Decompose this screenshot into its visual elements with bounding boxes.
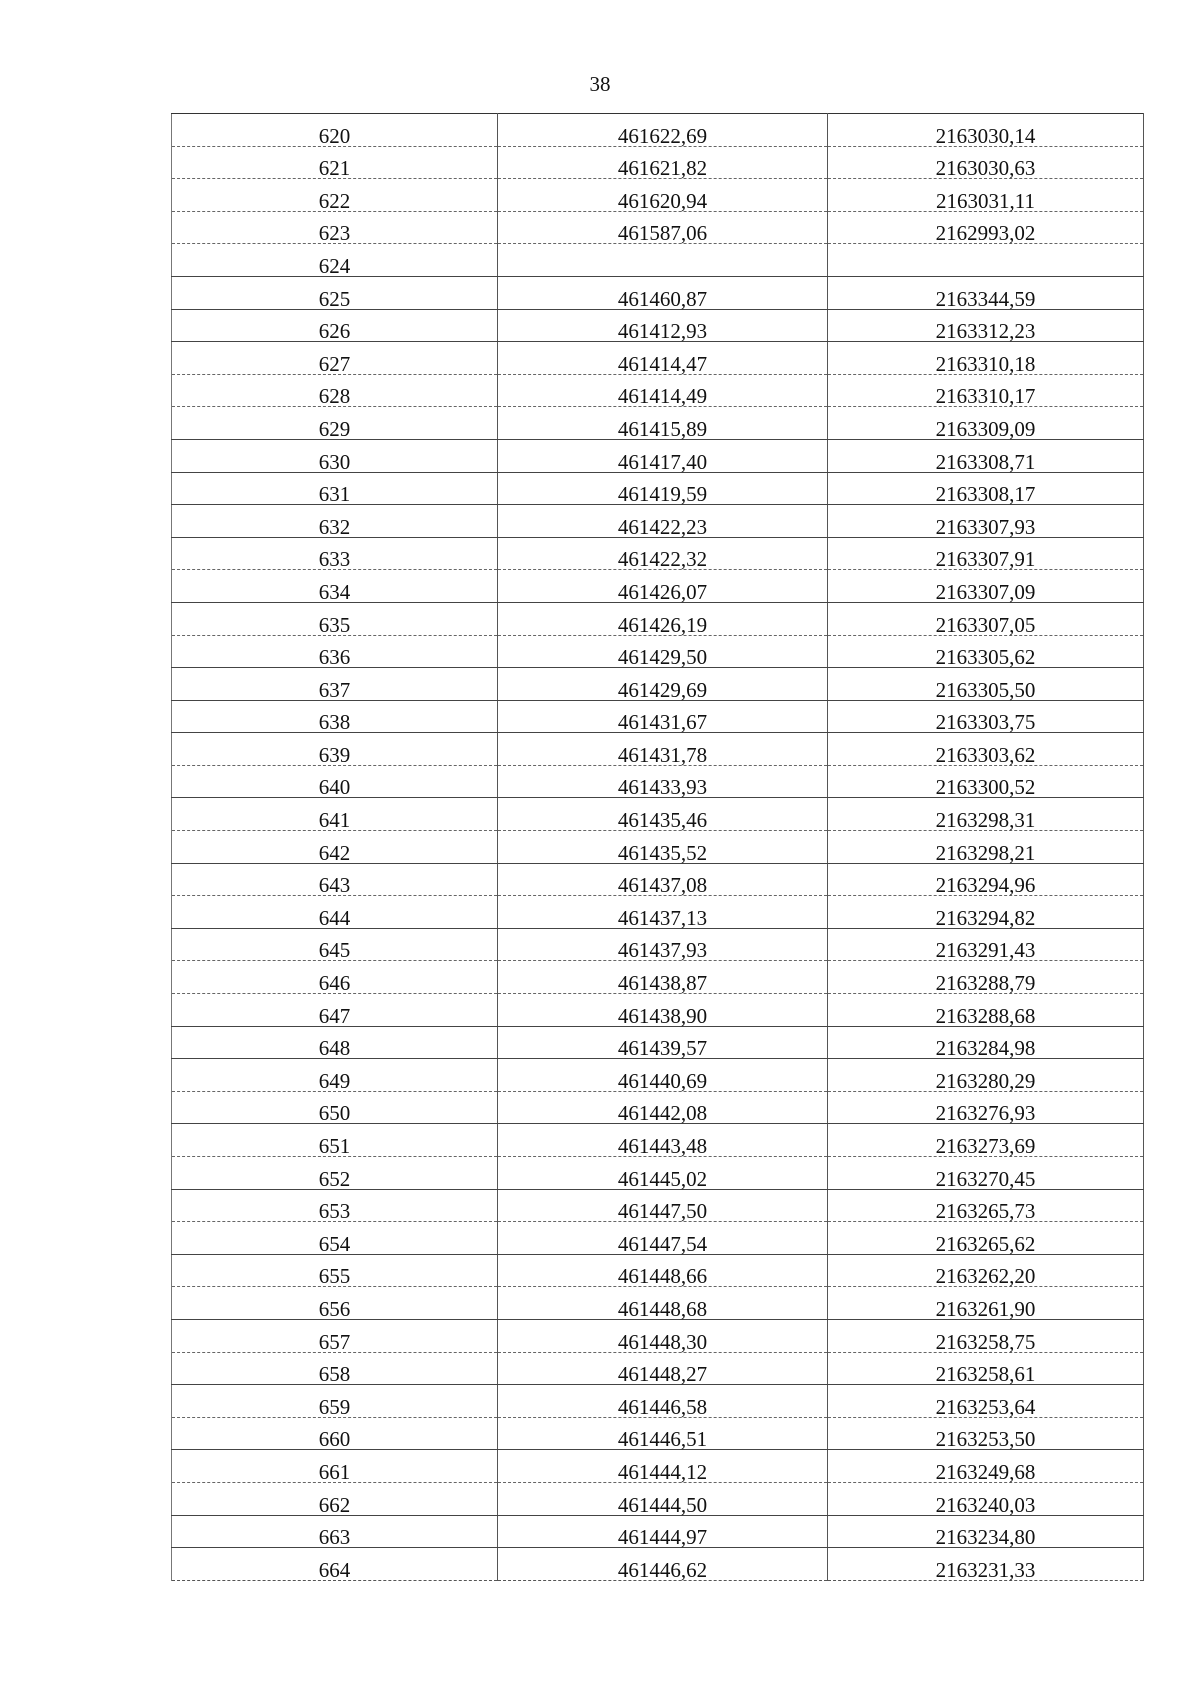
table-row — [172, 1059, 1144, 1092]
x-coordinate-cell: 461444,12 — [498, 1450, 828, 1483]
x-coordinate-cell: 461447,50 — [498, 1189, 828, 1222]
table-row — [172, 407, 1144, 440]
table-row — [172, 146, 1144, 179]
x-coordinate-cell: 461414,49 — [498, 374, 828, 407]
y-coordinate-cell: 2163312,23 — [828, 309, 1144, 342]
y-coordinate-cell: 2163307,05 — [828, 602, 1144, 635]
table-row — [172, 244, 1144, 277]
y-coordinate-cell: 2163305,62 — [828, 635, 1144, 668]
x-coordinate-cell: 461414,47 — [498, 342, 828, 375]
table-row — [172, 342, 1144, 375]
x-coordinate-cell: 461419,59 — [498, 472, 828, 505]
y-coordinate-cell: 2163258,75 — [828, 1319, 1144, 1352]
x-coordinate-cell: 461621,82 — [498, 146, 828, 179]
table-row — [172, 1026, 1144, 1059]
x-coordinate-cell: 461439,57 — [498, 1026, 828, 1059]
y-coordinate-cell: 2163294,96 — [828, 863, 1144, 896]
y-coordinate-cell: 2163308,17 — [828, 472, 1144, 505]
table-row — [172, 700, 1144, 733]
point-number-cell: 656 — [172, 1287, 498, 1320]
y-coordinate-cell: 2163253,50 — [828, 1417, 1144, 1450]
x-coordinate-cell: 461437,08 — [498, 863, 828, 896]
point-number-cell: 623 — [172, 211, 498, 244]
table-row — [172, 765, 1144, 798]
point-number-cell: 636 — [172, 635, 498, 668]
table-row — [172, 961, 1144, 994]
y-coordinate-cell: 2163276,93 — [828, 1091, 1144, 1124]
x-coordinate-cell: 461438,90 — [498, 994, 828, 1027]
point-number-cell: 649 — [172, 1059, 498, 1092]
table-row — [172, 1222, 1144, 1255]
x-coordinate-cell: 461444,97 — [498, 1515, 828, 1548]
x-coordinate-cell: 461448,30 — [498, 1319, 828, 1352]
point-number-cell: 655 — [172, 1254, 498, 1287]
x-coordinate-cell: 461435,52 — [498, 831, 828, 864]
y-coordinate-cell: 2163030,14 — [828, 114, 1144, 147]
y-coordinate-cell: 2163284,98 — [828, 1026, 1144, 1059]
point-number-cell: 644 — [172, 896, 498, 929]
table-row — [172, 439, 1144, 472]
table-row — [172, 1189, 1144, 1222]
x-coordinate-cell: 461587,06 — [498, 211, 828, 244]
y-coordinate-cell: 2163270,45 — [828, 1157, 1144, 1190]
y-coordinate-cell: 2163249,68 — [828, 1450, 1144, 1483]
point-number-cell: 664 — [172, 1548, 498, 1581]
x-coordinate-cell: 461443,48 — [498, 1124, 828, 1157]
table-row — [172, 1515, 1144, 1548]
x-coordinate-cell: 461446,62 — [498, 1548, 828, 1581]
point-number-cell: 646 — [172, 961, 498, 994]
y-coordinate-cell: 2163265,62 — [828, 1222, 1144, 1255]
point-number-cell: 663 — [172, 1515, 498, 1548]
point-number-cell: 640 — [172, 765, 498, 798]
y-coordinate-cell: 2163231,33 — [828, 1548, 1144, 1581]
table-row — [172, 1385, 1144, 1418]
table-row — [172, 831, 1144, 864]
x-coordinate-cell: 461437,13 — [498, 896, 828, 929]
point-number-cell: 631 — [172, 472, 498, 505]
x-coordinate-cell: 461447,54 — [498, 1222, 828, 1255]
x-coordinate-cell: 461438,87 — [498, 961, 828, 994]
table-row — [172, 1254, 1144, 1287]
y-coordinate-cell: 2163344,59 — [828, 276, 1144, 309]
point-number-cell: 641 — [172, 798, 498, 831]
table-row — [172, 668, 1144, 701]
point-number-cell: 626 — [172, 309, 498, 342]
table-row — [172, 1548, 1144, 1581]
y-coordinate-cell: 2163300,52 — [828, 765, 1144, 798]
table-row — [172, 374, 1144, 407]
y-coordinate-cell — [828, 244, 1144, 277]
x-coordinate-cell: 461446,58 — [498, 1385, 828, 1418]
table-row — [172, 537, 1144, 570]
point-number-cell: 639 — [172, 733, 498, 766]
x-coordinate-cell: 461431,67 — [498, 700, 828, 733]
point-number-cell: 651 — [172, 1124, 498, 1157]
table-row — [172, 1124, 1144, 1157]
point-number-cell: 638 — [172, 700, 498, 733]
point-number-cell: 659 — [172, 1385, 498, 1418]
point-number-cell: 622 — [172, 179, 498, 212]
x-coordinate-cell: 461448,27 — [498, 1352, 828, 1385]
y-coordinate-cell: 2163309,09 — [828, 407, 1144, 440]
table-row — [172, 1091, 1144, 1124]
table-row — [172, 276, 1144, 309]
x-coordinate-cell: 461444,50 — [498, 1482, 828, 1515]
point-number-cell: 627 — [172, 342, 498, 375]
x-coordinate-cell: 461422,23 — [498, 505, 828, 538]
point-number-cell: 647 — [172, 994, 498, 1027]
x-coordinate-cell: 461422,32 — [498, 537, 828, 570]
point-number-cell: 621 — [172, 146, 498, 179]
point-number-cell: 660 — [172, 1417, 498, 1450]
point-number-cell: 624 — [172, 244, 498, 277]
point-number-cell: 661 — [172, 1450, 498, 1483]
point-number-cell: 654 — [172, 1222, 498, 1255]
table-row — [172, 570, 1144, 603]
y-coordinate-cell: 2163273,69 — [828, 1124, 1144, 1157]
x-coordinate-cell: 461448,68 — [498, 1287, 828, 1320]
y-coordinate-cell: 2163262,20 — [828, 1254, 1144, 1287]
x-coordinate-cell: 461417,40 — [498, 439, 828, 472]
point-number-cell: 634 — [172, 570, 498, 603]
point-number-cell: 635 — [172, 602, 498, 635]
table-row — [172, 1417, 1144, 1450]
x-coordinate-cell: 461433,93 — [498, 765, 828, 798]
table-row — [172, 1352, 1144, 1385]
y-coordinate-cell: 2163240,03 — [828, 1482, 1144, 1515]
y-coordinate-cell: 2163253,64 — [828, 1385, 1144, 1418]
x-coordinate-cell: 461448,66 — [498, 1254, 828, 1287]
point-number-cell: 653 — [172, 1189, 498, 1222]
table-row — [172, 114, 1144, 147]
x-coordinate-cell: 461460,87 — [498, 276, 828, 309]
coordinates-table — [171, 113, 1144, 1581]
point-number-cell: 625 — [172, 276, 498, 309]
x-coordinate-cell: 461429,69 — [498, 668, 828, 701]
point-number-cell: 645 — [172, 928, 498, 961]
y-coordinate-cell: 2163305,50 — [828, 668, 1144, 701]
y-coordinate-cell: 2163280,29 — [828, 1059, 1144, 1092]
point-number-cell: 630 — [172, 439, 498, 472]
y-coordinate-cell: 2163298,31 — [828, 798, 1144, 831]
y-coordinate-cell: 2163291,43 — [828, 928, 1144, 961]
x-coordinate-cell: 461445,02 — [498, 1157, 828, 1190]
point-number-cell: 620 — [172, 114, 498, 147]
table-row — [172, 1287, 1144, 1320]
table-row — [172, 635, 1144, 668]
table-row — [172, 1319, 1144, 1352]
point-number-cell: 633 — [172, 537, 498, 570]
page-number: 38 — [589, 72, 611, 96]
y-coordinate-cell: 2163308,71 — [828, 439, 1144, 472]
y-coordinate-cell: 2163310,18 — [828, 342, 1144, 375]
point-number-cell: 648 — [172, 1026, 498, 1059]
y-coordinate-cell: 2163310,17 — [828, 374, 1144, 407]
y-coordinate-cell: 2163031,11 — [828, 179, 1144, 212]
table-row — [172, 863, 1144, 896]
point-number-cell: 652 — [172, 1157, 498, 1190]
x-coordinate-cell: 461431,78 — [498, 733, 828, 766]
table-row — [172, 1157, 1144, 1190]
table-row — [172, 928, 1144, 961]
table-row — [172, 896, 1144, 929]
y-coordinate-cell: 2162993,02 — [828, 211, 1144, 244]
y-coordinate-cell: 2163307,91 — [828, 537, 1144, 570]
table-row — [172, 602, 1144, 635]
y-coordinate-cell: 2163234,80 — [828, 1515, 1144, 1548]
x-coordinate-cell: 461415,89 — [498, 407, 828, 440]
point-number-cell: 650 — [172, 1091, 498, 1124]
table-row — [172, 179, 1144, 212]
x-coordinate-cell: 461426,07 — [498, 570, 828, 603]
x-coordinate-cell: 461440,69 — [498, 1059, 828, 1092]
table-row — [172, 994, 1144, 1027]
y-coordinate-cell: 2163303,75 — [828, 700, 1144, 733]
y-coordinate-cell: 2163288,68 — [828, 994, 1144, 1027]
table-row — [172, 309, 1144, 342]
x-coordinate-cell: 461622,69 — [498, 114, 828, 147]
x-coordinate-cell — [498, 244, 828, 277]
point-number-cell: 637 — [172, 668, 498, 701]
x-coordinate-cell: 461435,46 — [498, 798, 828, 831]
x-coordinate-cell: 461426,19 — [498, 602, 828, 635]
point-number-cell: 662 — [172, 1482, 498, 1515]
y-coordinate-cell: 2163294,82 — [828, 896, 1144, 929]
x-coordinate-cell: 461446,51 — [498, 1417, 828, 1450]
y-coordinate-cell: 2163261,90 — [828, 1287, 1144, 1320]
table-row — [172, 798, 1144, 831]
y-coordinate-cell: 2163298,21 — [828, 831, 1144, 864]
point-number-cell: 658 — [172, 1352, 498, 1385]
point-number-cell: 628 — [172, 374, 498, 407]
y-coordinate-cell: 2163307,09 — [828, 570, 1144, 603]
x-coordinate-cell: 461437,93 — [498, 928, 828, 961]
table-row — [172, 505, 1144, 538]
x-coordinate-cell: 461620,94 — [498, 179, 828, 212]
point-number-cell: 643 — [172, 863, 498, 896]
table-row — [172, 211, 1144, 244]
y-coordinate-cell: 2163030,63 — [828, 146, 1144, 179]
x-coordinate-cell: 461442,08 — [498, 1091, 828, 1124]
table-row — [172, 472, 1144, 505]
y-coordinate-cell: 2163288,79 — [828, 961, 1144, 994]
y-coordinate-cell: 2163307,93 — [828, 505, 1144, 538]
point-number-cell: 657 — [172, 1319, 498, 1352]
table-row — [172, 733, 1144, 766]
y-coordinate-cell: 2163303,62 — [828, 733, 1144, 766]
table-row — [172, 1482, 1144, 1515]
x-coordinate-cell: 461429,50 — [498, 635, 828, 668]
coordinates-table-body — [172, 114, 1144, 1581]
point-number-cell: 632 — [172, 505, 498, 538]
x-coordinate-cell: 461412,93 — [498, 309, 828, 342]
table-row — [172, 1450, 1144, 1483]
point-number-cell: 629 — [172, 407, 498, 440]
y-coordinate-cell: 2163258,61 — [828, 1352, 1144, 1385]
y-coordinate-cell: 2163265,73 — [828, 1189, 1144, 1222]
point-number-cell: 642 — [172, 831, 498, 864]
